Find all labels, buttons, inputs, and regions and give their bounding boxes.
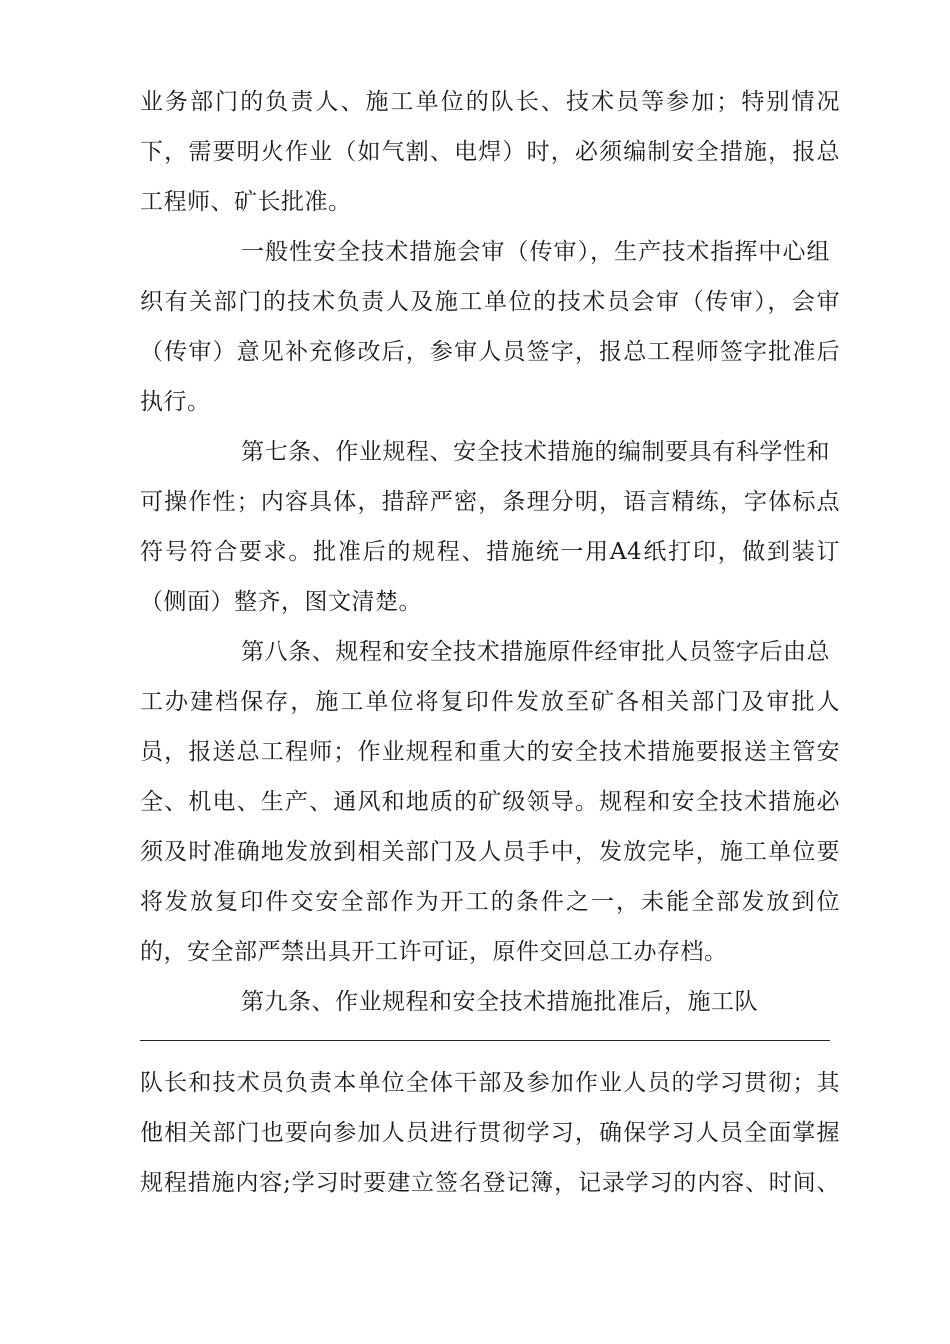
text-line: 全、机电、生产、通风和地质的矿级领导。规程和安全技术措施必 (140, 789, 840, 815)
paragraph-first-line: 一般性安全技术措施会审（传审），生产技术指挥中心组 (241, 239, 830, 265)
text-line: 织有关部门的技术负责人及施工单位的技术员会审（传审），会审 (140, 289, 840, 315)
text-line: 队长和技术员负责本单位全体干部及参加作业人员的学习贯彻；其 (140, 1070, 840, 1096)
text-line: （传审）意见补充修改后，参审人员签字，报总工程师签字批准后 (140, 339, 840, 365)
paragraph-first-line: 第八条、规程和安全技术措施原件经审批人员签字后由总 (241, 639, 830, 665)
paragraph-first-line: 第七条、作业规程、安全技术措施的编制要具有科学性和 (241, 439, 830, 465)
paragraph-first-line: 第九条、作业规程和安全技术措施批准后，施工队 (241, 989, 758, 1015)
text-line: 执行。 (140, 389, 211, 415)
text-line: （侧面）整齐，图文清楚。 (140, 589, 422, 615)
page-break-divider (140, 1040, 830, 1041)
text-line: 业务部门的负责人、施工单位的队长、技术员等参加；特别情况 (140, 89, 840, 115)
text-line: 须及时准确地发放到相关部门及人员手中，发放完毕，施工单位要 (140, 839, 840, 865)
text-line: 工办建档保存，施工单位将复印件发放至矿各相关部门及审批人 (140, 689, 840, 715)
text-line: 下，需要明火作业（如气割、电焊）时，必须编制安全措施，报总 (140, 139, 840, 165)
text-line: 他相关部门也要向参加人员进行贯彻学习，确保学习人员全面掌握 (140, 1120, 840, 1146)
text-line: 员，报送总工程师；作业规程和重大的安全技术措施要报送主管安 (140, 739, 840, 765)
text-line: 工程师、矿长批准。 (140, 189, 352, 215)
text-line: 将发放复印件交安全部作为开工的条件之一，未能全部发放到位 (140, 889, 840, 915)
text-line: 可操作性；内容具体，措辞严密，条理分明，语言精练，字体标点 (140, 489, 840, 515)
text-line: 的，安全部严禁出具开工许可证，原件交回总工办存档。 (140, 939, 728, 965)
text-line: 规程措施内容;学习时要建立签名登记簿，记录学习的内容、时间、 (140, 1170, 840, 1196)
text-line: 符号符合要求。批准后的规程、措施统一用A4纸打印，做到装订 (140, 539, 840, 565)
